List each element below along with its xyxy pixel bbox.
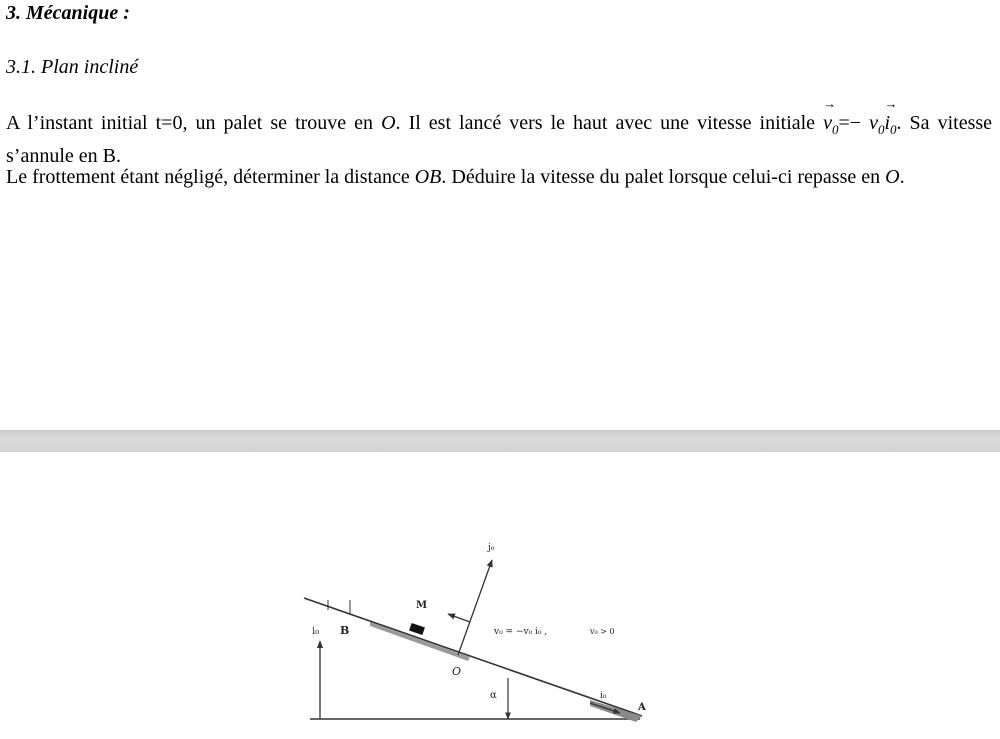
velocity-arrow bbox=[448, 614, 470, 622]
text-segment: . bbox=[899, 166, 905, 188]
label-a: A bbox=[638, 702, 646, 713]
scalar-v-symbol: v bbox=[869, 112, 878, 134]
label-o: O bbox=[452, 665, 462, 678]
label-v0-equation: v₀ = −v₀ i₀ , bbox=[494, 627, 548, 637]
label-m: M bbox=[416, 600, 428, 611]
equals-minus: =− bbox=[838, 112, 862, 134]
distance-ob: OB bbox=[414, 166, 442, 188]
page-separator bbox=[0, 430, 1000, 452]
label-i0-right: i₀ bbox=[600, 691, 607, 701]
vector-i0 bbox=[884, 110, 896, 143]
j0-axis bbox=[458, 560, 492, 655]
text-segment: . Il est lancé vers le haut avec une vitesse initiale bbox=[395, 112, 824, 134]
inclined-plane-diagram bbox=[290, 510, 670, 739]
section-title: 3. Mécanique : bbox=[6, 2, 130, 24]
scalar-v0 bbox=[869, 112, 885, 137]
label-i0-left: i₀ bbox=[312, 626, 320, 637]
vector-i-symbol: i bbox=[884, 112, 891, 134]
subsection-title: 3.1. Plan incliné bbox=[6, 56, 139, 78]
problem-statement-paragraph bbox=[6, 110, 992, 170]
label-b: B bbox=[340, 624, 350, 637]
vector-v-symbol: v bbox=[823, 112, 832, 134]
question-paragraph bbox=[6, 164, 992, 191]
text-segment: A l’instant initial t=0, un palet se trouve en bbox=[6, 112, 382, 134]
initial-velocity-formula bbox=[823, 112, 897, 137]
inclined-plane-figure bbox=[290, 510, 670, 739]
subscript-zero: 0 bbox=[877, 122, 885, 137]
inclined-plane-line bbox=[304, 598, 642, 716]
label-alpha: α bbox=[490, 690, 497, 701]
text-segment: . Déduire la vitesse du palet lorsque celui-ci repasse en bbox=[441, 166, 886, 188]
text-segment: . Sa vitesse s’annule en B. bbox=[6, 112, 993, 167]
subscript-zero: 0 bbox=[831, 122, 839, 137]
label-v0-condition: v₀ > 0 bbox=[590, 627, 615, 636]
palet-block bbox=[409, 623, 425, 635]
vector-v0 bbox=[823, 110, 838, 143]
label-j0: j₀ bbox=[488, 543, 495, 553]
point-o: O bbox=[885, 166, 900, 188]
subscript-zero: 0 bbox=[890, 122, 897, 137]
text-segment: Le frottement étant négligé, déterminer la distance bbox=[6, 166, 415, 188]
point-o: O bbox=[381, 112, 396, 134]
